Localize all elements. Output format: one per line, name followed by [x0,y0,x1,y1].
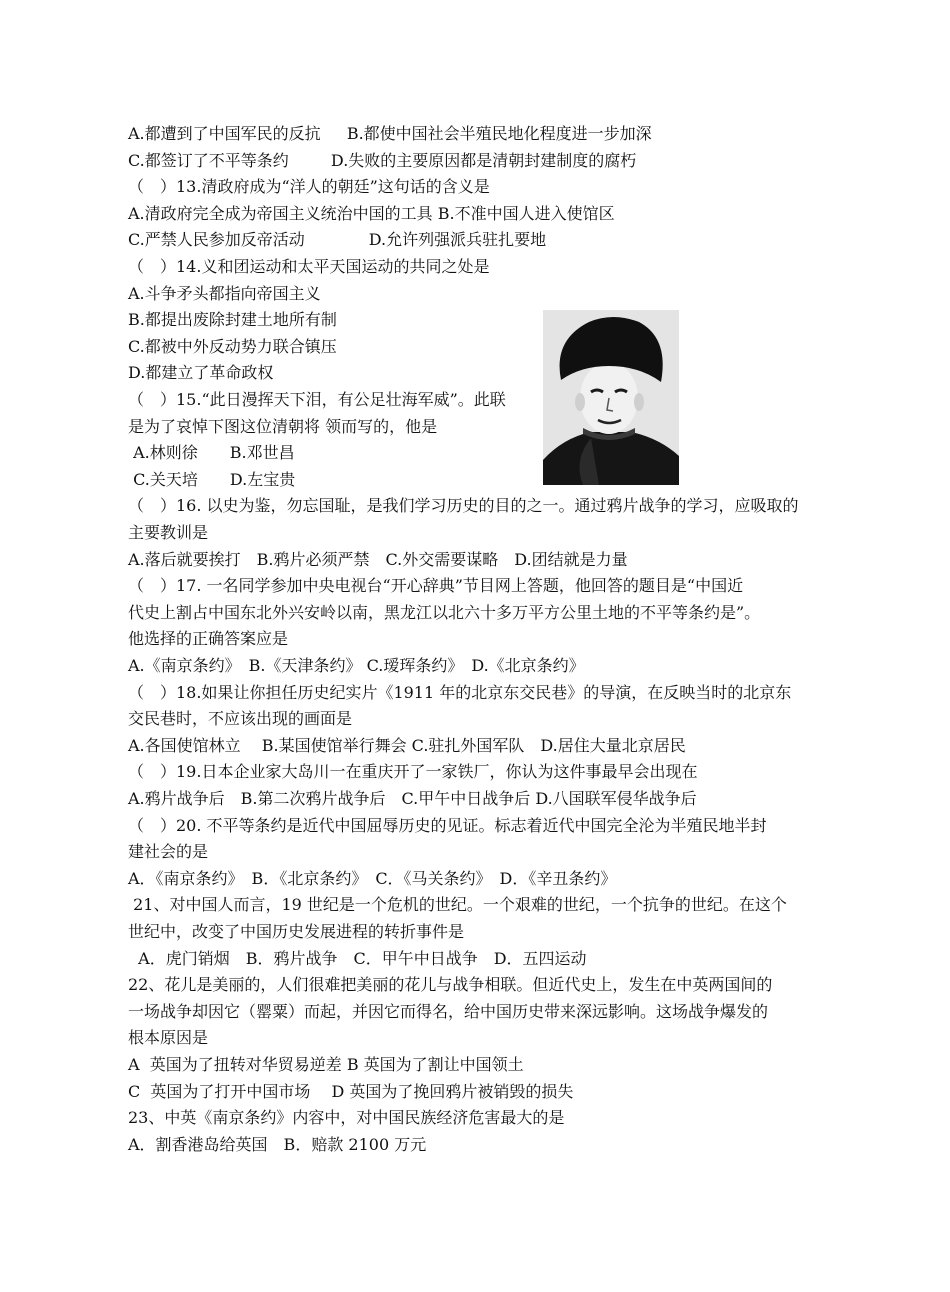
text-line: C.关天培 D.左宝贵 [128,469,296,489]
text-line: C.都签订了不平等条约 D.失败的主要原因都是清朝封建制度的腐朽 [128,150,637,170]
portrait-illustration [543,310,679,485]
text-line: 建社会的是 [128,842,209,862]
text-line: 22、花儿是美丽的，人们很难把美丽的花儿与战争相联。但近代史上，发生在中英两国间的 [128,975,773,995]
text-line: 世纪中，改变了中国历史发展进程的转折事件是 [128,922,465,941]
text-line: 他选择的正确答案应是 [128,629,289,649]
text-line: （ ）20. 不平等条约是近代中国屈辱历史的见证。标志着近代中国完全沦为半殖民地半封 [128,815,767,835]
text-line: （ ）13.清政府成为“洋人的朝廷”这句话的含义是 [128,177,490,197]
text-line: A.《南京条约》 B.《天津条约》 C.瑷珲条约》 D.《北京条约》 [128,656,585,675]
text-line: C 英国为了打开中国市场 D 英国为了挽回鸦片被销毁的损失 [128,1081,574,1101]
text-line: （ ）18.如果让你担任历史纪实片《1911 年的北京东交民巷》的导演，在反映当时的北京东 [128,682,792,702]
text-line: （ ）16. 以史为鉴，勿忘国耻，是我们学习历史的目的之一。通过鸦片战争的学习，应吸取的 [128,496,799,516]
text-line: A 英国为了扭转对华贸易逆差 B 英国为了割让中国领土 [128,1055,524,1074]
text-line: 交民巷时，不应该出现的画面是 [128,709,353,729]
text-line: A.林则徐 B.邓世昌 [128,443,295,463]
text-line: A.清政府完全成为帝国主义统治中国的工具 B.不准中国人进入使馆区 [128,203,615,223]
text-line: 21、对中国人而言，19 世纪是一个危机的世纪。一个艰难的世纪，一个抗争的世纪。在这个 [128,895,787,915]
text-line: A．虎门销烟 B．鸦片战争 C．甲午中日战争 D．五四运动 [128,948,587,968]
text-line: 根本原因是 [128,1028,209,1048]
text-line: C.都被中外反动势力联合镇压 [128,336,337,356]
text-line: A.落后就要挨打 B.鸦片必须严禁 C.外交需要谋略 D.团结就是力量 [128,549,628,569]
text-line: A.鸦片战争后 B.第二次鸦片战争后 C.甲午中日战争后 D.八国联军侵华战争后 [128,789,697,808]
text-line: 主要教训是 [128,523,209,542]
text-line: 代史上割占中国东北外兴安岭以南，黑龙江以北六十多万平方公里土地的不平等条约是”。 [128,602,761,622]
text-line: D.都建立了革命政权 [128,363,274,383]
text-line: 23、中英《南京条约》内容中，对中国民族经济危害最大的是 [128,1108,565,1128]
text-line: A.各国使馆林立 B.某国使馆举行舞会 C.驻扎外国军队 D.居住大量北京居民 [128,735,686,755]
text-line: C.严禁人民参加反帝活动 D.允许列强派兵驻扎要地 [128,230,547,250]
text-line: （ ）15.“此日漫挥天下泪，有公足壮海军威”。此联 [128,390,506,409]
text-line: A．割香港岛给英国 B．赔款 2100 万元 [128,1134,427,1154]
text-line: （ ）19.日本企业家大岛川一在重庆开了一家铁厂，你认为这件事最早会出现在 [128,762,698,782]
text-line: （ ）14.义和团运动和太平天国运动的共同之处是 [128,257,490,276]
text-line: A.斗争矛头都指向帝国主义 [128,283,321,303]
text-line: （ ）17. 一名同学参加中央电视台“开心辞典”节目网上答题，他回答的题目是“中国近 [128,576,744,596]
portrait-image [543,310,679,485]
text-line: A．《南京条约》 B．《北京条约》 C．《马关条约》 D．《辛丑条约》 [128,868,617,888]
text-line: 是为了哀悼下图这位清朝将 领而写的，他是 [128,416,438,436]
text-line: B.都提出废除封建土地所有制 [128,310,337,330]
text-line: 一场战争却因它（罂粟）而起，并因它而得名，给中国历史带来深远影响。这场战争爆发的 [128,1001,769,1021]
text-line: A.都遭到了中国军民的反抗 B.都使中国社会半殖民地化程度进一步加深 [128,124,652,143]
